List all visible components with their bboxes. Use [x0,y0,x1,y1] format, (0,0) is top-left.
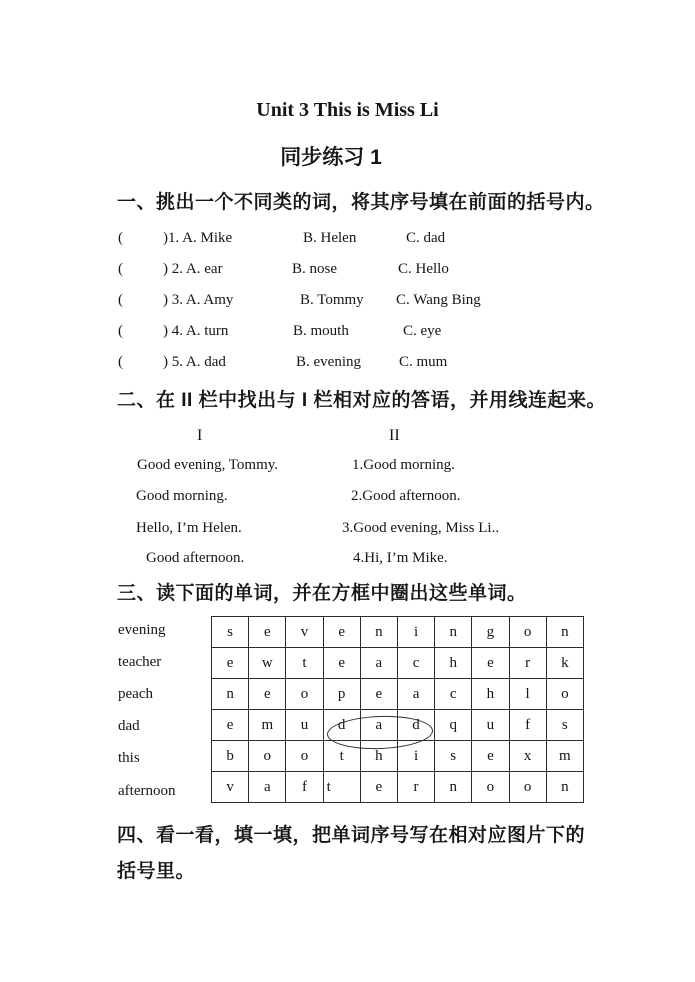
option-c: C. Hello [398,261,449,277]
grid-cell: r [509,648,546,679]
match-row-3 [0,520,695,542]
section1-heading: 一、挑出一个不同类的词，将其序号填在前面的括号内。 [117,192,605,213]
section4-heading-line2: 括号里。 [117,861,196,882]
option-a: ) 2. A. ear [163,261,223,277]
grid-cell: p [323,679,360,710]
grid-cell: n [212,679,249,710]
option-b: B. nose [292,261,337,277]
grid-cell: k [546,648,583,679]
option-c: C. dad [406,230,446,246]
option-b: B. Helen [303,230,357,246]
grid-cell: u [472,710,509,741]
answer-bracket: ( [118,323,123,339]
grid-row [212,617,584,648]
choice-row-4 [0,323,695,345]
section3-heading: 三、读下面的单词，并在方框中圈出这些单词。 [117,583,527,604]
option-a: ) 3. A. Amy [163,292,234,308]
match-right: 2.Good afternoon. [351,488,461,504]
match-row-1 [0,457,695,479]
grid-cell: l [509,679,546,710]
grid-cell: a [249,772,286,803]
grid-cell: t [323,741,360,772]
grid-cell: o [546,679,583,710]
grid-cell: o [509,772,546,803]
grid-cell: u [286,710,323,741]
choice-row-2 [0,261,695,283]
grid-cell: h [360,741,397,772]
search-word-peach: peach [118,686,153,702]
grid-cell: e [249,617,286,648]
page-title: Unit 3 This is Miss Li [256,99,439,121]
option-b: B. evening [296,354,361,370]
column-ii-header: II [389,427,400,444]
grid-cell: f [286,772,323,803]
answer-bracket: ( [118,230,123,246]
match-right: 1.Good morning. [352,457,455,473]
choice-row-5 [0,354,695,376]
grid-cell: r [397,772,434,803]
search-word-teacher: teacher [118,654,162,670]
match-left: Good afternoon. [146,550,245,566]
grid-cell: a [397,679,434,710]
grid-row [212,648,584,679]
grid-cell: e [323,648,360,679]
grid-cell: m [546,741,583,772]
grid-cell: i [397,617,434,648]
search-word-this: this [118,750,140,766]
grid-cell: m [249,710,286,741]
word-search-grid [211,616,584,803]
match-left: Good evening, Tommy. [137,457,279,473]
grid-cell: w [249,648,286,679]
grid-cell: e [472,648,509,679]
search-word-afternoon: afternoon [118,783,176,799]
grid-cell: g [472,617,509,648]
grid-cell: n [360,617,397,648]
grid-cell: n [546,772,583,803]
grid-cell: a [360,710,397,741]
grid-cell: n [435,772,472,803]
grid-cell: e [249,679,286,710]
grid-cell: t [323,772,360,803]
search-word-evening: evening [118,622,166,638]
option-b: B. Tommy [300,292,364,308]
grid-row [212,772,584,803]
grid-cell: o [472,772,509,803]
match-right: 4.Hi, I’m Mike. [353,550,448,566]
grid-cell: q [435,710,472,741]
section2-heading: 二、在 II 栏中找出与 I 栏相对应的答语，并用线连起来。 [117,390,606,411]
grid-row [212,741,584,772]
column-i-header: I [197,427,203,444]
grid-cell: v [286,617,323,648]
grid-cell: b [212,741,249,772]
match-right: 3.Good evening, Miss Li.. [342,520,500,536]
grid-row [212,710,584,741]
grid-cell: f [509,710,546,741]
grid-cell: o [286,741,323,772]
grid-cell: n [435,617,472,648]
match-row-4 [0,550,695,572]
choice-row-1 [0,230,695,252]
page-subtitle: 同步练习 1 [280,146,382,169]
grid-cell: d [323,710,360,741]
grid-cell: t [286,648,323,679]
grid-cell: e [472,741,509,772]
grid-cell: h [472,679,509,710]
option-a: ) 5. A. dad [163,354,226,370]
option-a: ) 4. A. turn [163,323,229,339]
grid-cell: e [212,648,249,679]
answer-bracket: ( [118,354,123,370]
answer-bracket: ( [118,292,123,308]
grid-cell: v [212,772,249,803]
grid-cell: c [397,648,434,679]
grid-cell: s [212,617,249,648]
grid-cell: s [546,710,583,741]
option-c: C. mum [399,354,448,370]
grid-row [212,679,584,710]
option-c: C. Wang Bing [396,292,481,308]
grid-cell: o [286,679,323,710]
grid-cell: n [546,617,583,648]
section4-heading-line1: 四、看一看，填一填，把单词序号写在相对应图片下的 [117,825,586,846]
grid-cell: e [360,679,397,710]
option-a: )1. A. Mike [163,230,233,246]
grid-cell: o [509,617,546,648]
grid-cell: e [323,617,360,648]
grid-cell: s [435,741,472,772]
search-word-dad: dad [118,718,140,734]
choice-row-3 [0,292,695,314]
match-left: Good morning. [136,488,228,504]
match-left: Hello, I’m Helen. [136,520,242,536]
option-b: B. mouth [293,323,349,339]
grid-cell: i [397,741,434,772]
grid-cell: e [360,772,397,803]
grid-cell: c [435,679,472,710]
grid-cell: d [397,710,434,741]
match-row-2 [0,488,695,510]
grid-cell: h [435,648,472,679]
grid-cell: e [212,710,249,741]
answer-bracket: ( [118,261,123,277]
grid-cell: a [360,648,397,679]
grid-cell: o [249,741,286,772]
option-c: C. eye [403,323,442,339]
grid-cell: x [509,741,546,772]
